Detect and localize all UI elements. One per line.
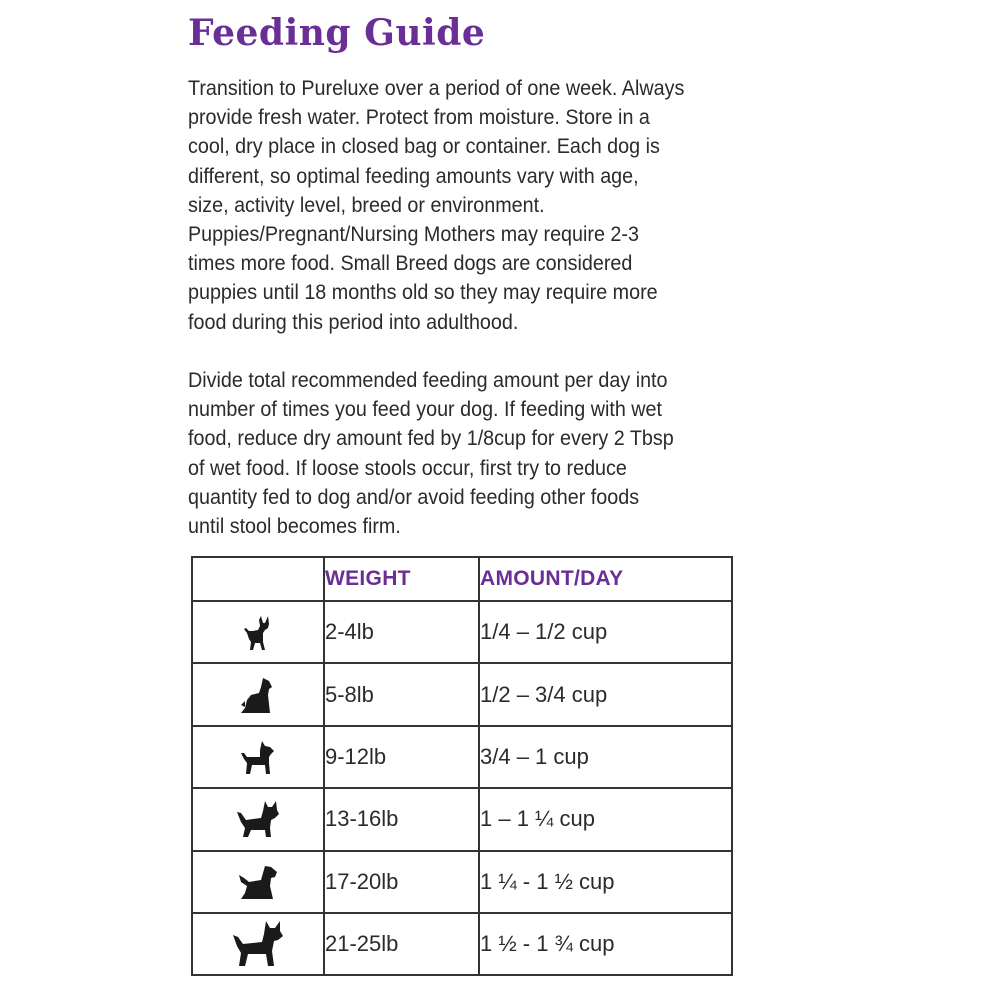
amount-cell: 3/4 – 1 cup [479, 726, 732, 788]
intro-line: Transition to Pureluxe over a period of one week. Always [188, 77, 685, 100]
instructions-line: until stool becomes firm. [188, 515, 401, 539]
table-header-row [192, 557, 732, 601]
schnauzer-icon [238, 737, 278, 777]
intro-line: size, activity level, breed or environment. [188, 193, 545, 217]
intro-line: times more food. Small Breed dogs are considered [188, 252, 633, 276]
instructions-line: of wet food. If loose stools occur, first try to reduce [188, 456, 627, 480]
feeding-table [191, 556, 733, 976]
table-row [192, 663, 732, 725]
table-row [192, 913, 732, 975]
weight-cell: 9-12lb [324, 726, 479, 788]
intro-line: cool, dry place in closed bag or container. Each dog is [188, 135, 660, 159]
weight-cell: 2-4lb [324, 601, 479, 663]
table-row [192, 851, 732, 913]
table-row [192, 601, 732, 663]
instructions-line: food, reduce dry amount fed by 1/8cup for every 2 Tbsp [188, 427, 674, 451]
shih-tzu-icon [235, 862, 281, 902]
amount-cell: 1 ¼ - 1 ½ cup [479, 851, 732, 913]
icon-cell [192, 913, 324, 975]
intro-line: puppies until 18 months old so they may require more [188, 281, 658, 305]
amount-cell: 1/4 – 1/2 cup [479, 601, 732, 663]
instructions-line: quantity fed to dog and/or avoid feeding other foods [188, 485, 640, 509]
table-row [192, 726, 732, 788]
yorkie-icon [239, 675, 277, 715]
amount-cell: 1 ½ - 1 ¾ cup [479, 913, 732, 975]
boston-terrier-icon [230, 919, 286, 969]
weight-cell: 17-20lb [324, 851, 479, 913]
page-title: Feeding Guide [188, 12, 486, 54]
icon-cell [192, 726, 324, 788]
chihuahua-icon [241, 612, 275, 652]
instructions-line: number of times you feed your dog. If feeding with wet [188, 398, 663, 422]
table-row [192, 788, 732, 850]
header-weight: WEIGHT [324, 557, 479, 601]
header-icon-cell [192, 557, 324, 601]
icon-cell [192, 851, 324, 913]
weight-cell: 13-16lb [324, 788, 479, 850]
amount-cell: 1/2 – 3/4 cup [479, 663, 732, 725]
intro-paragraph [188, 74, 724, 337]
weight-cell: 5-8lb [324, 663, 479, 725]
intro-line: food during this period into adulthood. [188, 310, 519, 334]
intro-line: provide fresh water. Protect from moisture. Store in a [188, 106, 650, 130]
intro-line: Puppies/Pregnant/Nursing Mothers may require 2-3 [188, 223, 639, 247]
instructions-paragraph [188, 366, 724, 541]
icon-cell [192, 788, 324, 850]
instructions-line: Divide total recommended feeding amount per day into [188, 369, 668, 392]
weight-cell: 21-25lb [324, 913, 479, 975]
header-amount: AMOUNT/DAY [479, 557, 732, 601]
terrier-icon [235, 798, 281, 840]
intro-line: different, so optimal feeding amounts vary with age, [188, 164, 639, 188]
icon-cell [192, 601, 324, 663]
amount-cell: 1 – 1 ¼ cup [479, 788, 732, 850]
icon-cell [192, 663, 324, 725]
